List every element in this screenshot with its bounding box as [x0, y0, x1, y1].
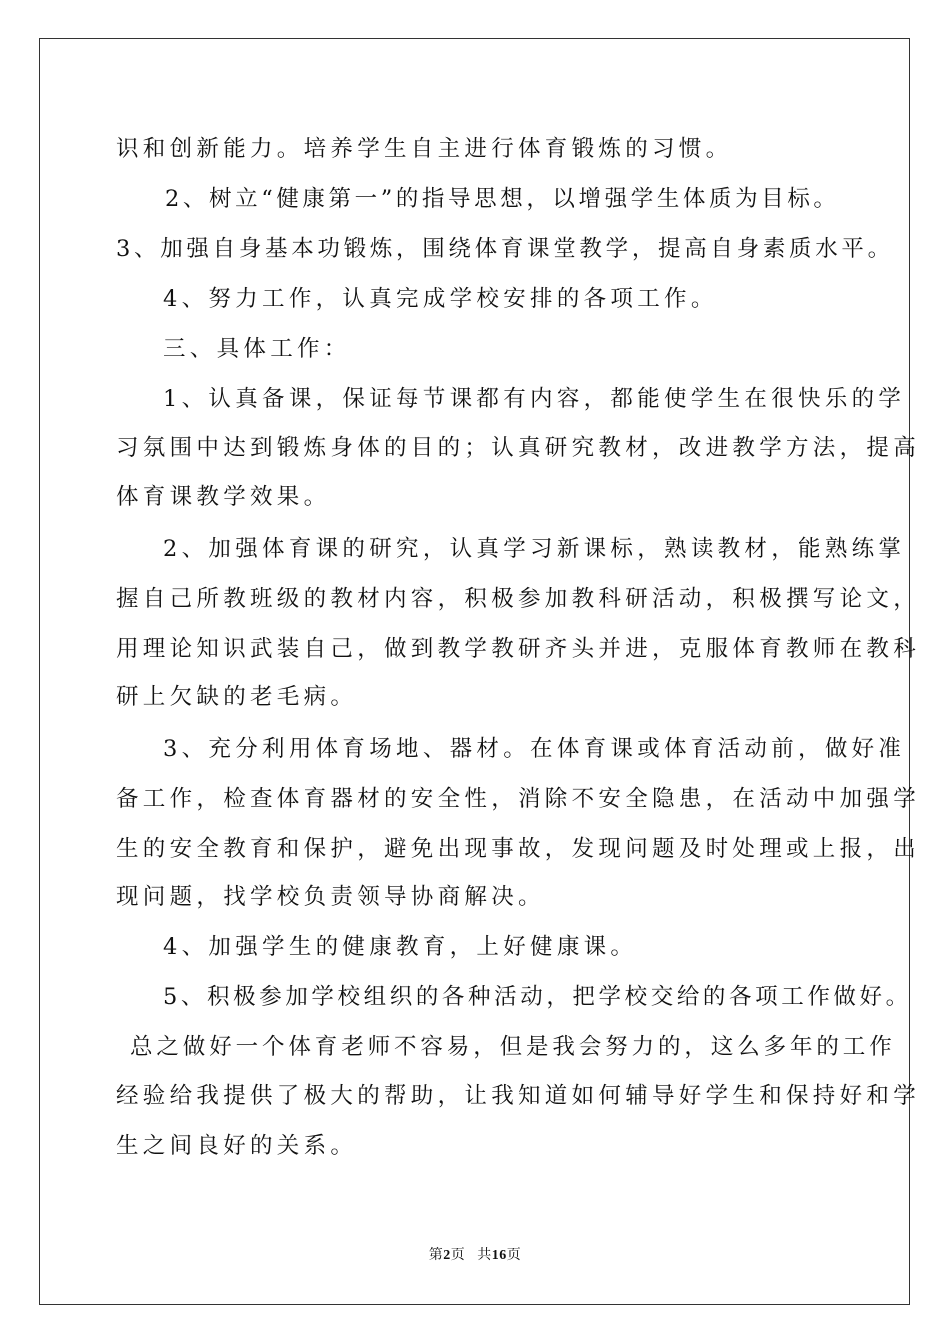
text-line: 习氛围中达到锻炼身体的目的；认真研究教材，改进教学方法，提高: [116, 435, 921, 461]
text-line: 1、认真备课，保证每节课都有内容，都能使学生在很快乐的学: [163, 386, 906, 412]
page-border: [39, 38, 910, 1305]
text-line: 2、树立“健康第一”的指导思想，以增强学生体质为目标。: [165, 186, 840, 212]
text-line: 备工作，检查体育器材的安全性，消除不安全隐患，在活动中加强学: [116, 786, 921, 812]
total-prefix: 共: [477, 1248, 492, 1263]
text-line: 3、充分利用体育场地、器材。在体育课或体育活动前，做好准: [163, 736, 906, 762]
text-line: 现问题，找学校负责领导协商解决。: [116, 884, 545, 910]
page-footer: [0, 1246, 950, 1266]
text-line: 生之间良好的关系。: [116, 1133, 358, 1159]
total-suffix: 页: [506, 1248, 522, 1263]
page-number: 2: [443, 1248, 451, 1263]
text-line: 识和创新能力。培养学生自主进行体育锻炼的习惯。: [116, 136, 733, 162]
text-line: 生的安全教育和保护，避免出现事故，发现问题及时处理或上报，出: [116, 836, 921, 862]
text-line: 研上欠缺的老毛病。: [116, 684, 358, 710]
text-line: 4、加强学生的健康教育，上好健康课。: [163, 934, 638, 960]
text-line: 用理论知识武装自己，做到教学教研齐头并进，克服体育教师在教科: [116, 636, 921, 662]
text-line: 3、加强自身基本功锻炼，围绕体育课堂教学，提高自身素质水平。: [116, 236, 894, 262]
text-line: 2、加强体育课的研究，认真学习新课标，熟读教材，能熟练掌: [163, 536, 906, 562]
page-suffix: 页: [450, 1248, 466, 1263]
text-line: 握自己所教班级的教材内容，积极参加教科研活动，积极撰写论文，: [116, 586, 921, 612]
text-line: 体育课教学效果。: [116, 484, 331, 510]
total-pages: 16: [491, 1248, 507, 1263]
page-prefix: 第: [428, 1248, 444, 1263]
text-line: 4、努力工作，认真完成学校安排的各项工作。: [163, 286, 718, 312]
section-heading: 三、具体工作：: [163, 336, 351, 362]
text-line: 经验给我提供了极大的帮助，让我知道如何辅导好学生和保持好和学: [116, 1083, 921, 1109]
text-line: 总之做好一个体育老师不容易，但是我会努力的，这么多年的工作: [130, 1034, 896, 1060]
text-line: 5、积极参加学校组织的各种活动，把学校交给的各项工作做好。: [163, 984, 912, 1010]
